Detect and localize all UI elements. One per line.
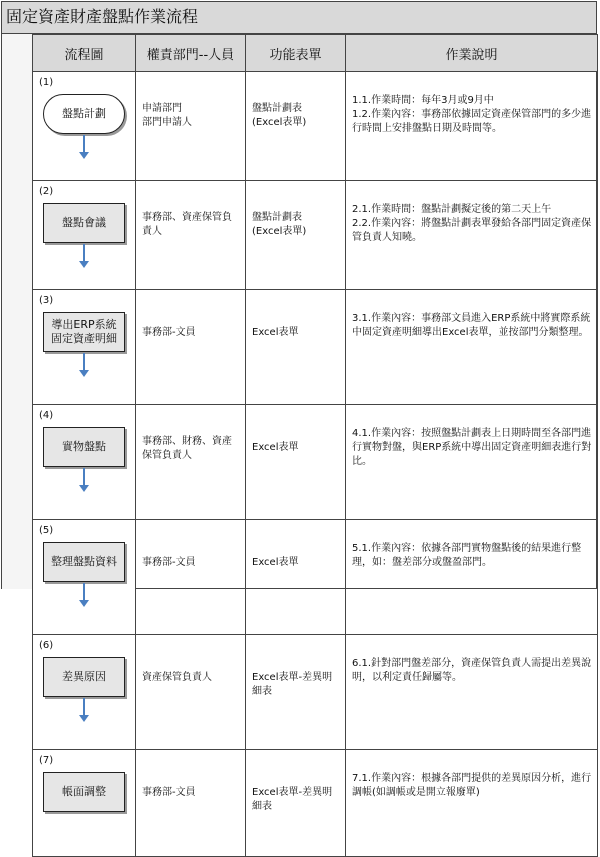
- header-desc: 作業說明: [346, 35, 598, 72]
- arrow-head-icon: [79, 261, 89, 268]
- flow-arrow: [83, 353, 85, 371]
- table-row: [33, 635, 598, 750]
- desc-cell: 5.1.作業內容：依據各部門實物盤點後的結果進行整理，如：盤差部分或盤盈部門。: [346, 520, 598, 635]
- form-cell: 盤點計劃表 (Excel表單): [246, 181, 346, 290]
- flow-arrow: [83, 244, 85, 262]
- dept-cell: 事務部、資產保管負責人: [136, 181, 246, 290]
- dept-cell: 事務部-文員: [136, 750, 246, 857]
- left-margin-column: [2, 34, 33, 589]
- flow-cell: [33, 181, 136, 290]
- dept-cell: 資產保管負責人: [136, 635, 246, 750]
- table-row: [33, 181, 598, 290]
- flow-node: 整理盤點資料: [43, 542, 125, 582]
- desc-cell: 1.1.作業時間：每年3月或9月中 1.2.作業內容：事務部依據固定資產保管部門的多少進行時間上安排盤點日期及時間等。: [346, 72, 598, 181]
- header-form: 功能表單: [246, 35, 346, 72]
- form-cell: Excel表單-差異明細表: [246, 750, 346, 857]
- step-number: (5): [39, 525, 54, 536]
- process-table: [32, 34, 598, 857]
- arrow-head-icon: [79, 600, 89, 607]
- flow-cell: [33, 405, 136, 520]
- header-row: [33, 35, 598, 72]
- step-number: (3): [39, 295, 54, 306]
- table-row: [33, 520, 598, 635]
- table-row: [33, 405, 598, 520]
- form-cell: Excel表單: [246, 520, 346, 635]
- table-row: [33, 750, 598, 857]
- form-cell: 盤點計劃表 (Excel表單): [246, 72, 346, 181]
- dept-cell: 事務部-文員: [136, 520, 246, 635]
- table-row: [33, 290, 598, 405]
- desc-cell: 2.1.作業時間：盤點計劃擬定後的第二天上午 2.2.作業內容：將盤點計劃表單發給各部門固定資產保管負責人知曉。: [346, 181, 598, 290]
- header-dept: 權責部門--人員: [136, 35, 246, 72]
- table-row: [33, 72, 598, 181]
- step-number: (1): [39, 77, 54, 88]
- desc-cell: 6.1.針對部門盤差部分，資產保管負責人需提出差異說明，以利定責任歸屬等。: [346, 635, 598, 750]
- step-number: (7): [39, 755, 54, 766]
- flow-cell: [33, 520, 136, 635]
- dept-cell: 事務部、財務、資產保管負責人: [136, 405, 246, 520]
- flow-arrow: [83, 583, 85, 601]
- flow-cell: [33, 72, 136, 181]
- step-number: (2): [39, 186, 54, 197]
- dept-cell: 申請部門 部門申請人: [136, 72, 246, 181]
- flow-node: 差異原因: [43, 657, 125, 697]
- flow-cell: [33, 290, 136, 405]
- flow-cell: [33, 750, 136, 857]
- flow-node-start: 盤點計劃: [43, 94, 125, 134]
- arrow-head-icon: [79, 370, 89, 377]
- header-flow: 流程圖: [33, 35, 136, 72]
- flow-node: 帳面調整: [43, 772, 125, 812]
- step-number: (4): [39, 410, 54, 421]
- flow-arrow: [83, 135, 85, 153]
- arrow-head-icon: [79, 152, 89, 159]
- step-number: (6): [39, 640, 54, 651]
- desc-cell: 4.1.作業內容：按照盤點計劃表上日期時間至各部門進行實物對盤，與ERP系統中導出固定資產明細表進行對比。: [346, 405, 598, 520]
- flow-arrow: [83, 468, 85, 486]
- desc-cell: 7.1.作業內容：根據各部門提供的差異原因分析，進行調帳(如調帳或是開立報廢單): [346, 750, 598, 857]
- flow-node: 盤點會議: [43, 203, 125, 243]
- flow-node: 實物盤點: [43, 427, 125, 467]
- form-cell: Excel表單: [246, 405, 346, 520]
- arrow-head-icon: [79, 485, 89, 492]
- form-cell: Excel表單: [246, 290, 346, 405]
- flow-node: 導出ERP系統固定資產明細: [43, 312, 125, 352]
- flow-arrow: [83, 698, 85, 716]
- dept-cell: 事務部-文員: [136, 290, 246, 405]
- page-title: 固定資產財產盤點作業流程: [2, 2, 596, 34]
- flow-cell: [33, 635, 136, 750]
- form-cell: Excel表單-差異明細表: [246, 635, 346, 750]
- desc-cell: 3.1.作業內容：事務部文員進入ERP系統中將實際系統中固定資產明細導出Excel表單，並按部門分類整理。: [346, 290, 598, 405]
- arrow-head-icon: [79, 715, 89, 722]
